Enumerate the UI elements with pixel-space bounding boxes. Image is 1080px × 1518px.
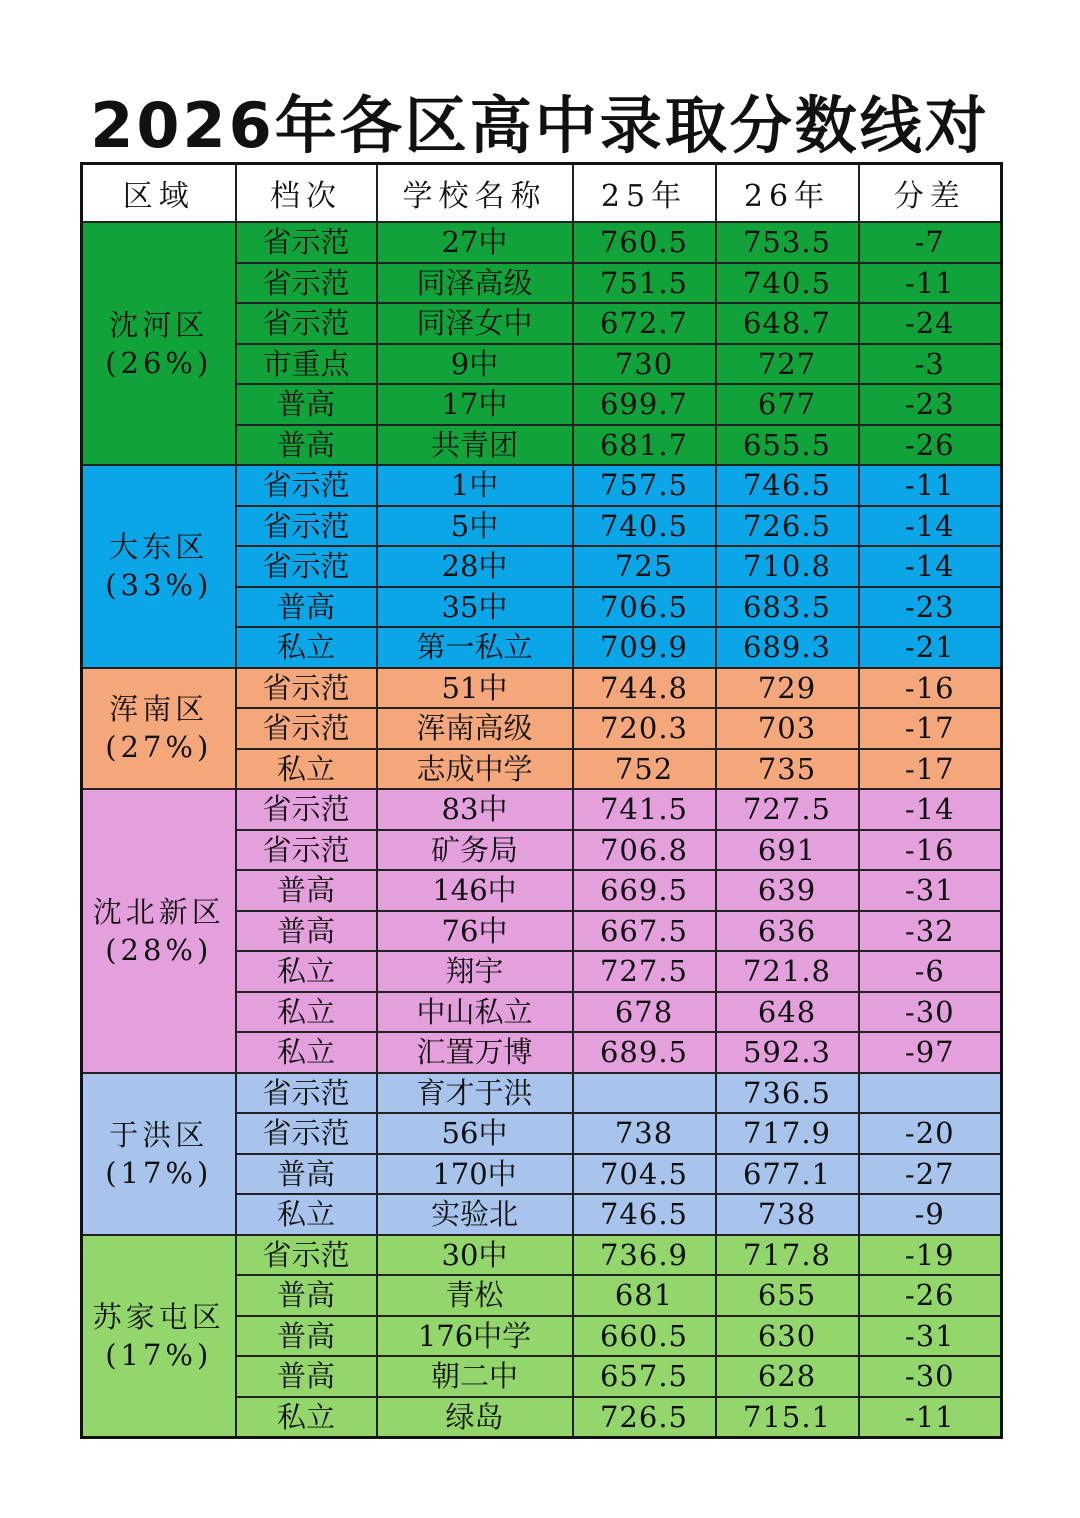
score-2026-cell: 648 (716, 992, 859, 1033)
score-2026-cell: 729 (716, 668, 859, 709)
tier-cell: 省示范 (236, 1113, 377, 1154)
score-2025-cell: 720.3 (573, 708, 716, 749)
page-title: 2026年各区高中录取分数线对 (90, 89, 990, 162)
diff-cell: -6 (859, 951, 1002, 992)
score-2026-cell: 710.8 (716, 546, 859, 587)
school-cell: 同泽女中 (377, 303, 573, 344)
score-2025-cell: 699.7 (573, 384, 716, 425)
tier-cell: 市重点 (236, 344, 377, 385)
score-2025-cell: 689.5 (573, 1032, 716, 1073)
diff-cell: -3 (859, 344, 1002, 385)
district-cell (82, 789, 236, 1073)
score-2026-cell: 715.1 (716, 1397, 859, 1438)
diff-cell: -31 (859, 870, 1002, 911)
score-2025-cell: 669.5 (573, 870, 716, 911)
tier-cell: 私立 (236, 1194, 377, 1235)
school-cell: 17中 (377, 384, 573, 425)
school-cell: 51中 (377, 668, 573, 709)
tier-cell: 省示范 (236, 263, 377, 304)
diff-cell: -11 (859, 465, 1002, 506)
diff-cell: -9 (859, 1194, 1002, 1235)
school-cell: 绿岛 (377, 1397, 573, 1438)
school-cell: 170中 (377, 1154, 573, 1195)
district-cell (82, 668, 236, 790)
score-2026-cell: 717.8 (716, 1235, 859, 1276)
header-region: 区域 (82, 164, 236, 223)
score-2026-cell: 740.5 (716, 263, 859, 304)
tier-cell: 省示范 (236, 506, 377, 547)
diff-cell: -30 (859, 992, 1002, 1033)
score-2026-cell: 726.5 (716, 506, 859, 547)
table-row (82, 1235, 1002, 1276)
diff-cell: -26 (859, 1275, 1002, 1316)
score-2025-cell: 752 (573, 749, 716, 790)
score-2025-cell: 751.5 (573, 263, 716, 304)
score-2026-cell: 703 (716, 708, 859, 749)
district-percent: (17%) (105, 1155, 213, 1190)
score-2025-cell: 757.5 (573, 465, 716, 506)
district-percent: (27%) (105, 730, 213, 765)
school-cell: 青松 (377, 1275, 573, 1316)
diff-cell: -20 (859, 1113, 1002, 1154)
tier-cell: 省示范 (236, 1235, 377, 1276)
school-cell: 1中 (377, 465, 573, 506)
district-name: 沈河区 (109, 307, 209, 342)
district-name: 苏家屯区 (92, 1299, 225, 1334)
school-cell: 5中 (377, 506, 573, 547)
score-2025-cell: 678 (573, 992, 716, 1033)
diff-cell: -21 (859, 627, 1002, 668)
score-2025-cell: 738 (573, 1113, 716, 1154)
table-row (82, 222, 1002, 263)
score-2025-cell: 704.5 (573, 1154, 716, 1195)
score-2026-cell: 628 (716, 1356, 859, 1397)
score-2026-cell: 677 (716, 384, 859, 425)
header-row (82, 164, 1002, 223)
tier-cell: 省示范 (236, 830, 377, 871)
score-2025-cell (573, 1073, 716, 1114)
score-2025-cell: 657.5 (573, 1356, 716, 1397)
score-2025-cell: 727.5 (573, 951, 716, 992)
score-2025-cell: 660.5 (573, 1316, 716, 1357)
tier-cell: 省示范 (236, 222, 377, 263)
district-percent: (33%) (105, 568, 213, 603)
score-2026-cell: 727.5 (716, 789, 859, 830)
score-2025-cell: 725 (573, 546, 716, 587)
diff-cell: -16 (859, 830, 1002, 871)
score-2026-cell: 639 (716, 870, 859, 911)
diff-cell: -23 (859, 587, 1002, 628)
school-cell: 第一私立 (377, 627, 573, 668)
score-2026-cell: 655 (716, 1275, 859, 1316)
score-2026-cell: 735 (716, 749, 859, 790)
score-2025-cell: 681 (573, 1275, 716, 1316)
tier-cell: 省示范 (236, 1073, 377, 1114)
diff-cell: -17 (859, 708, 1002, 749)
tier-cell: 省示范 (236, 465, 377, 506)
diff-cell: -11 (859, 1397, 1002, 1438)
header-2025: 25年 (573, 164, 716, 223)
diff-cell: -16 (859, 668, 1002, 709)
school-cell: 汇置万博 (377, 1032, 573, 1073)
district-name: 浑南区 (109, 692, 209, 727)
diff-cell: -97 (859, 1032, 1002, 1073)
school-cell: 146中 (377, 870, 573, 911)
score-2025-cell: 744.8 (573, 668, 716, 709)
score-2026-cell: 592.3 (716, 1032, 859, 1073)
table-row (82, 465, 1002, 506)
score-2026-cell: 717.9 (716, 1113, 859, 1154)
diff-cell: -27 (859, 1154, 1002, 1195)
score-2026-cell: 691 (716, 830, 859, 871)
score-2025-cell: 730 (573, 344, 716, 385)
tier-cell: 普高 (236, 1316, 377, 1357)
score-2025-cell: 709.9 (573, 627, 716, 668)
diff-cell: -7 (859, 222, 1002, 263)
tier-cell: 普高 (236, 1154, 377, 1195)
score-2026-cell: 746.5 (716, 465, 859, 506)
diff-cell: -24 (859, 303, 1002, 344)
school-cell: 27中 (377, 222, 573, 263)
tier-cell: 普高 (236, 1356, 377, 1397)
school-cell: 35中 (377, 587, 573, 628)
score-2026-cell: 689.3 (716, 627, 859, 668)
district-percent: (26%) (105, 345, 213, 380)
diff-cell: -17 (859, 749, 1002, 790)
district-name: 于洪区 (109, 1117, 209, 1152)
diff-cell: -14 (859, 546, 1002, 587)
school-cell: 9中 (377, 344, 573, 385)
score-2026-cell: 636 (716, 911, 859, 952)
school-cell: 矿务局 (377, 830, 573, 871)
district-percent: (17%) (105, 1337, 213, 1372)
header-diff: 分差 (859, 164, 1002, 223)
score-2025-cell: 672.7 (573, 303, 716, 344)
score-2025-cell: 726.5 (573, 1397, 716, 1438)
score-2026-cell: 721.8 (716, 951, 859, 992)
district-percent: (28%) (105, 932, 213, 967)
district-name: 大东区 (109, 530, 209, 565)
score-2026-cell: 648.7 (716, 303, 859, 344)
school-cell: 翔宇 (377, 951, 573, 992)
diff-cell: -30 (859, 1356, 1002, 1397)
score-2025-cell: 740.5 (573, 506, 716, 547)
tier-cell: 省示范 (236, 708, 377, 749)
table-row (82, 668, 1002, 709)
score-2025-cell: 741.5 (573, 789, 716, 830)
tier-cell: 普高 (236, 384, 377, 425)
tier-cell: 私立 (236, 992, 377, 1033)
tier-cell: 普高 (236, 911, 377, 952)
tier-cell: 私立 (236, 627, 377, 668)
school-cell: 共青团 (377, 425, 573, 466)
header-school: 学校名称 (377, 164, 573, 223)
school-cell: 176中学 (377, 1316, 573, 1357)
diff-cell: -14 (859, 789, 1002, 830)
school-cell: 28中 (377, 546, 573, 587)
school-cell: 56中 (377, 1113, 573, 1154)
score-2026-cell: 630 (716, 1316, 859, 1357)
diff-cell: -23 (859, 384, 1002, 425)
score-2025-cell: 706.8 (573, 830, 716, 871)
diff-cell: -26 (859, 425, 1002, 466)
tier-cell: 普高 (236, 870, 377, 911)
score-2026-cell: 677.1 (716, 1154, 859, 1195)
district-name: 沈北新区 (92, 894, 225, 929)
score-2025-cell: 667.5 (573, 911, 716, 952)
tier-cell: 私立 (236, 1032, 377, 1073)
score-2026-cell: 683.5 (716, 587, 859, 628)
header-tier: 档次 (236, 164, 377, 223)
diff-cell: -11 (859, 263, 1002, 304)
school-cell: 同泽高级 (377, 263, 573, 304)
school-cell: 76中 (377, 911, 573, 952)
school-cell: 83中 (377, 789, 573, 830)
school-cell: 浑南高级 (377, 708, 573, 749)
score-2026-cell: 727 (716, 344, 859, 385)
score-2025-cell: 746.5 (573, 1194, 716, 1235)
school-cell: 中山私立 (377, 992, 573, 1033)
diff-cell: -31 (859, 1316, 1002, 1357)
tier-cell: 省示范 (236, 546, 377, 587)
table-row (82, 789, 1002, 830)
district-cell (82, 1235, 236, 1438)
tier-cell: 省示范 (236, 303, 377, 344)
score-table (80, 162, 1003, 1439)
district-cell (82, 1073, 236, 1235)
tier-cell: 普高 (236, 425, 377, 466)
school-cell: 志成中学 (377, 749, 573, 790)
score-2026-cell: 736.5 (716, 1073, 859, 1114)
district-cell (82, 465, 236, 668)
tier-cell: 私立 (236, 951, 377, 992)
tier-cell: 省示范 (236, 668, 377, 709)
score-2026-cell: 738 (716, 1194, 859, 1235)
score-2025-cell: 736.9 (573, 1235, 716, 1276)
tier-cell: 省示范 (236, 789, 377, 830)
tier-cell: 私立 (236, 1397, 377, 1438)
school-cell: 育才于洪 (377, 1073, 573, 1114)
diff-cell (859, 1073, 1002, 1114)
table-row (82, 1073, 1002, 1114)
diff-cell: -14 (859, 506, 1002, 547)
diff-cell: -32 (859, 911, 1002, 952)
score-2026-cell: 655.5 (716, 425, 859, 466)
tier-cell: 普高 (236, 1275, 377, 1316)
score-2025-cell: 681.7 (573, 425, 716, 466)
tier-cell: 私立 (236, 749, 377, 790)
district-cell (82, 222, 236, 465)
school-cell: 朝二中 (377, 1356, 573, 1397)
tier-cell: 普高 (236, 587, 377, 628)
score-2026-cell: 753.5 (716, 222, 859, 263)
score-2025-cell: 760.5 (573, 222, 716, 263)
score-2025-cell: 706.5 (573, 587, 716, 628)
header-2026: 26年 (716, 164, 859, 223)
school-cell: 30中 (377, 1235, 573, 1276)
school-cell: 实验北 (377, 1194, 573, 1235)
diff-cell: -19 (859, 1235, 1002, 1276)
